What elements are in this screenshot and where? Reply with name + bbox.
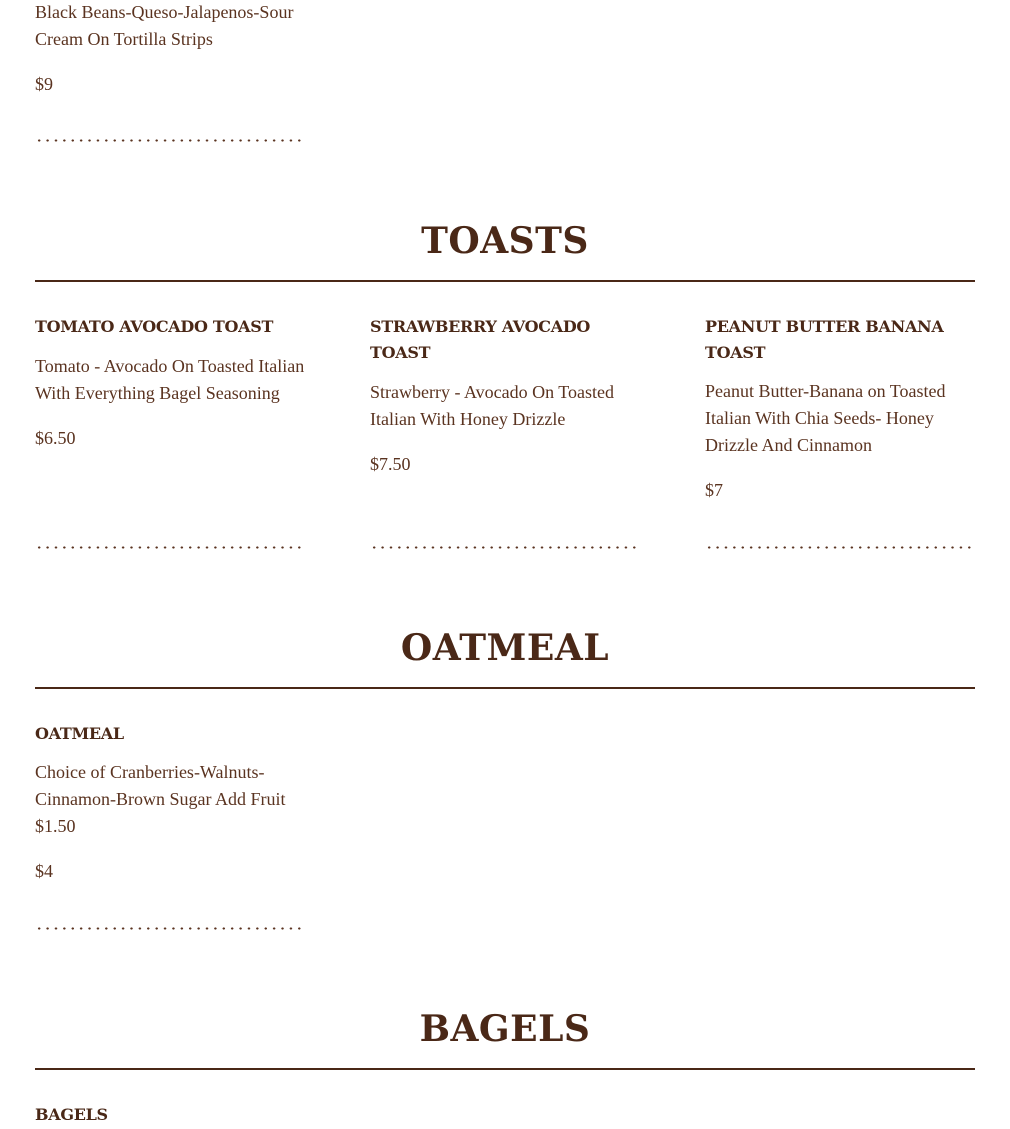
item-price: $9 (35, 74, 53, 94)
item-name: PEANUT BUTTER BANANA TOAST (705, 317, 944, 362)
dotted-divider (370, 546, 640, 549)
dotted-divider (35, 927, 305, 930)
section-rule (35, 687, 975, 689)
section-title-oatmeal: OATMEAL (400, 627, 610, 669)
item-description: Black Beans-Queso-Jalapenos-Sour Cream On Tortilla Strips (35, 2, 294, 49)
menu-item-bagels (35, 1102, 305, 1128)
menu-item-oatmeal (35, 721, 305, 885)
item-description: Tomato - Avocado On Toasted Italian With Everything Bagel Seasoning (35, 356, 305, 403)
dotted-divider (705, 546, 975, 549)
item-price: $7 (705, 480, 723, 500)
section-title-bagels: BAGELS (419, 1008, 591, 1050)
item-description: Choice of Cranberries-Walnuts-Cinnamon-Brown Sugar Add Fruit $1.50 (35, 762, 286, 836)
item-name: STRAWBERRY AVOCADO TOAST (370, 317, 591, 362)
section-rule (35, 1068, 975, 1070)
section-title-toasts: TOASTS (421, 220, 589, 262)
dotted-divider (35, 546, 305, 549)
item-name: BAGELS (35, 1105, 108, 1124)
item-name: OATMEAL (35, 724, 124, 743)
menu-item-strawberry-avocado-toast (370, 314, 640, 478)
dotted-divider (35, 139, 305, 142)
item-price: $4 (35, 861, 53, 881)
item-name: TOMATO AVOCADO TOAST (35, 317, 274, 336)
menu-item-peanut-butter-banana-toast (705, 314, 975, 504)
item-description: Peanut Butter-Banana on Toasted Italian With Chia Seeds- Honey Drizzle And Cinnamon (705, 381, 946, 455)
section-rule (35, 280, 975, 282)
item-price: $6.50 (35, 428, 76, 448)
item-price: $7.50 (370, 454, 411, 474)
menu-item (35, 0, 305, 98)
menu-item-tomato-avocado-toast (35, 314, 305, 452)
item-description: Strawberry - Avocado On Toasted Italian With Honey Drizzle (370, 382, 615, 429)
